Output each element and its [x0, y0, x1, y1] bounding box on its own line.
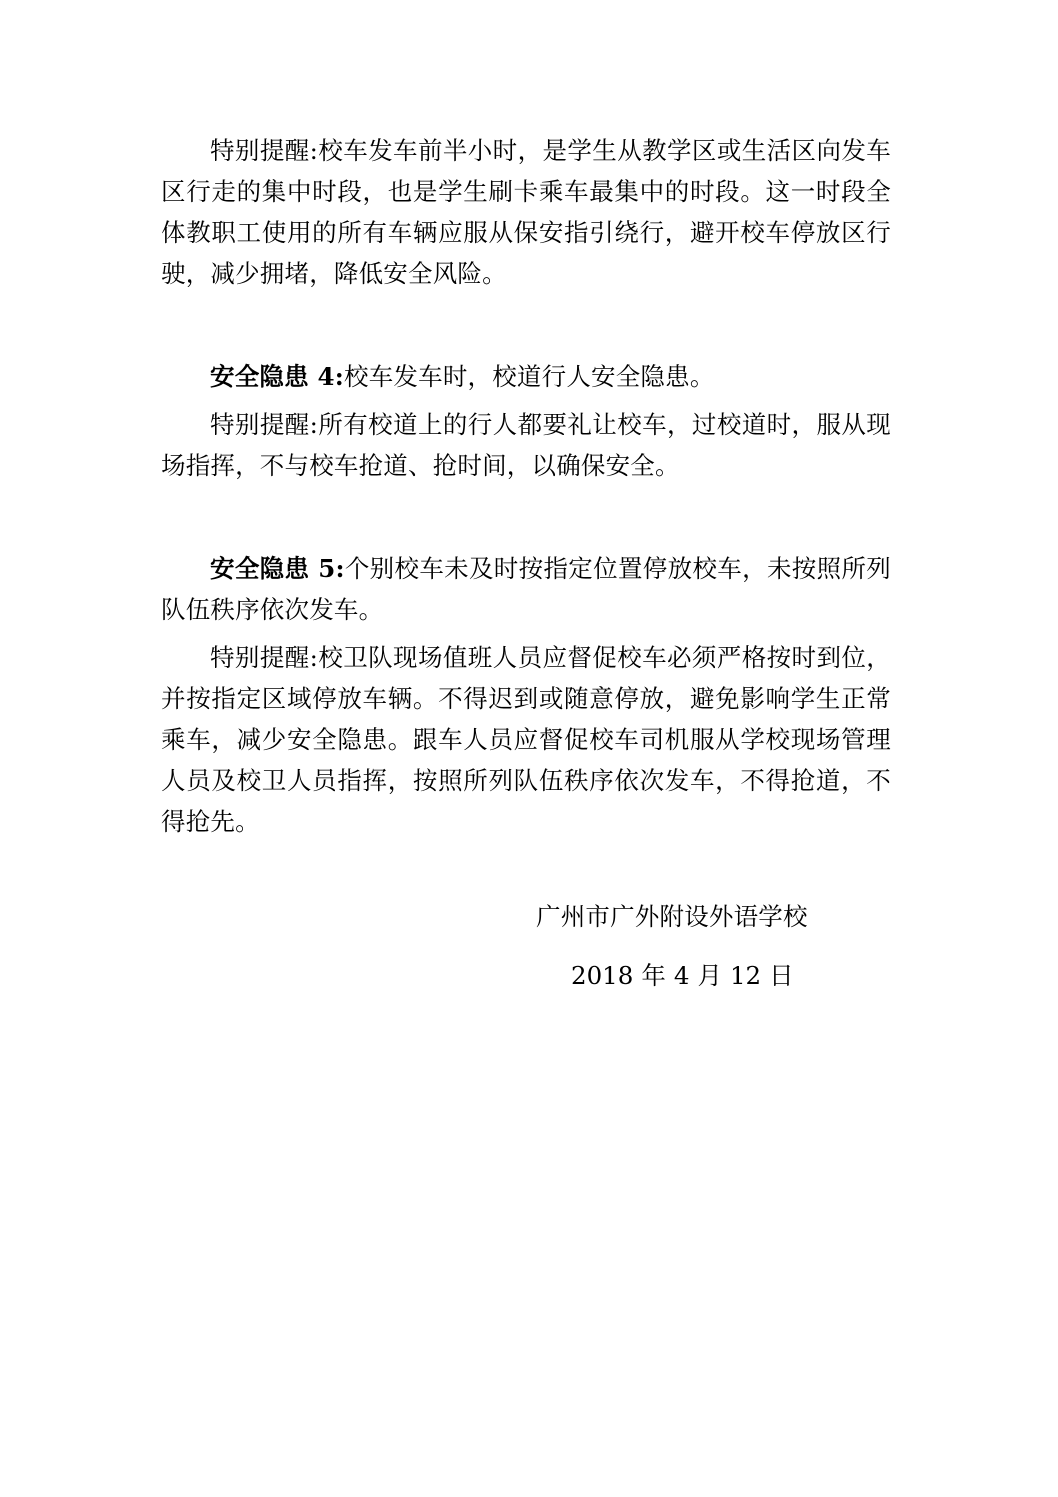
hazard-label: 安全隐患 4	[210, 362, 335, 391]
date-year-unit: 年	[641, 961, 666, 990]
reminder-label: 特别提醒	[210, 643, 310, 672]
reminder-separator: :	[309, 643, 319, 672]
document-body	[161, 130, 891, 842]
spacer	[161, 294, 891, 356]
date-day: 12	[729, 961, 762, 990]
hazard-label: 安全隐患 5	[210, 554, 336, 583]
hazard-text: 个别校车未及时按指定位置停放校车，未按照所列队伍秩序依次发车。	[161, 554, 891, 624]
reminder-separator: :	[309, 136, 319, 165]
hazard-paragraph-4	[161, 356, 891, 397]
document-date	[571, 955, 794, 996]
reminder-separator: :	[309, 410, 319, 439]
reminder-label: 特别提醒	[210, 410, 310, 439]
date-day-unit: 日	[769, 961, 794, 990]
spacer	[161, 486, 891, 548]
hazard-separator: :	[334, 362, 345, 391]
school-signature: 广州市广外附设外语学校	[536, 902, 808, 931]
reminder-text: 校车发车前半小时，是学生从教学区或生活区向发车区行走的集中时段，也是学生刷卡乘车最集中的时段。这一时段全体教职工使用的所有车辆应服从保安指引绕行，避开校车停放区行驶，减少拥堵，降低安全风险。	[161, 136, 891, 288]
date-month-unit: 月	[697, 961, 722, 990]
hazard-paragraph-5	[161, 548, 891, 630]
reminder-paragraph-3	[161, 130, 891, 294]
date-year: 2018	[571, 961, 634, 990]
reminder-paragraph-4	[161, 404, 891, 486]
reminder-paragraph-5	[161, 637, 891, 842]
hazard-text: 校车发车时，校道行人安全隐患。	[344, 362, 715, 391]
reminder-text: 所有校道上的行人都要礼让校车，过校道时，服从现场指挥，不与校车抢道、抢时间，以确保安全。	[161, 410, 891, 480]
hazard-separator: :	[335, 554, 345, 583]
reminder-text: 校卫队现场值班人员应督促校车必须严格按时到位，并按指定区域停放车辆。不得迟到或随意停放，避免影响学生正常乘车，减少安全隐患。跟车人员应督促校车司机服从学校现场管理人员及校卫人员指挥，按照所列队伍秩序依次发车，不得抢道，不得抢先。	[161, 643, 891, 836]
reminder-label: 特别提醒	[210, 136, 310, 165]
date-month: 4	[673, 961, 690, 990]
